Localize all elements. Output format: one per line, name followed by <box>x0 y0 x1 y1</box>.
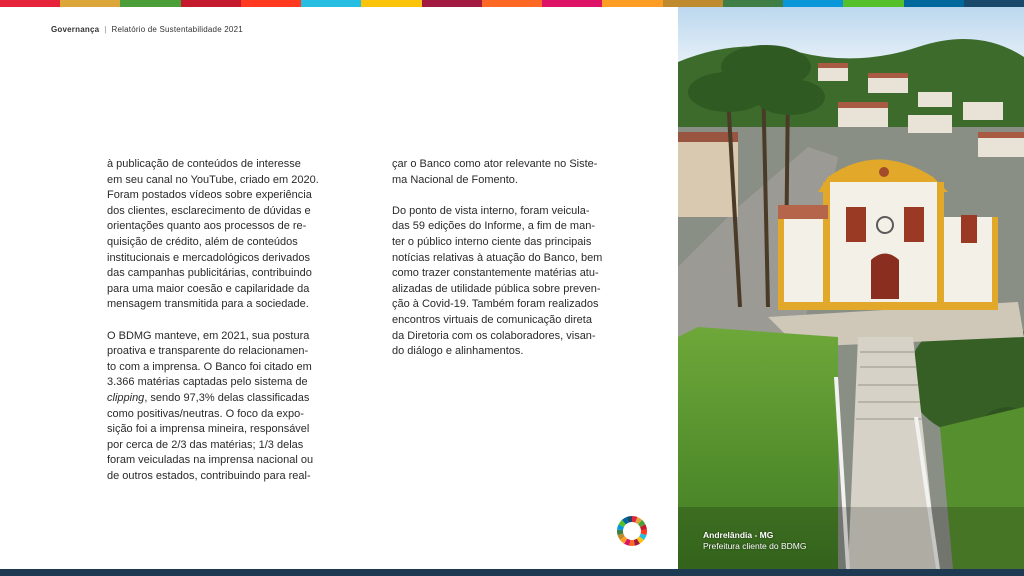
stripe-segment <box>663 0 723 7</box>
stripe-segment <box>361 0 421 7</box>
paragraph-press <box>107 329 357 485</box>
bottom-bar <box>0 569 1024 576</box>
stripe-segment <box>422 0 482 7</box>
photo-andrelandia-church <box>678 7 1024 569</box>
section-title: Governança <box>51 25 100 34</box>
paragraph-press-part-b: , sendo 97,3% delas classificadas como positivas/neutras. O foco da expo- sição foi a imprensa mineira, responsável por cerca de 2/3 das matérias; 1/3 delas foram veiculadas na imprensa nacional ou de outros estados, contribuindo para real- <box>107 391 314 482</box>
stripe-segment <box>964 0 1024 7</box>
stripe-segment <box>542 0 602 7</box>
header-separator: | <box>104 25 107 34</box>
stripe-segment <box>482 0 542 7</box>
stripe-segment <box>241 0 301 7</box>
text-column-left <box>107 157 357 500</box>
stripe-segment <box>602 0 662 7</box>
church-aerial-photo <box>678 7 1024 569</box>
text-column-right <box>392 157 642 375</box>
clipping-term: clipping <box>107 391 145 404</box>
caption-description: Prefeitura cliente do BDMG <box>703 541 807 551</box>
stripe-segment <box>301 0 361 7</box>
stripe-segment <box>783 0 843 7</box>
stripe-segment <box>181 0 241 7</box>
page-header <box>51 25 243 34</box>
paragraph-internal: Do ponto de vista interno, foram veicula- das 59 edições do Informe, a fim de man- ter o público interno ciente das principais notícias relativas à atuação do Banco, bem como trazer constantemente matérias atu- alizadas de utilidade pública sobre preven- ção à Covid-19. Também foram realizados encontros virtuais de comunicação direta da Diretoria com os colaboradores, visan- do diálogo e alinhamentos. <box>392 204 603 358</box>
stripe-segment <box>60 0 120 7</box>
paragraph-youtube: à publicação de conteúdos de interesse em seu canal no YouTube, criado em 2020. Foram postados vídeos sobre experiência dos clientes, esclarecimento de dúvidas e orientações quanto aos processos de re- quisição de crédito, além de conteúdos institucionais e mercadológicos derivados das campanhas publicitárias, contribuindo para uma maior coesão e capilaridade da mensagem transmitida para a sociedade. <box>107 158 319 311</box>
paragraph-continuation: çar o Banco como ator relevante no Siste- ma Nacional de Fomento. <box>392 158 598 186</box>
report-title: Relatório de Sustentabilidade 2021 <box>111 25 243 34</box>
stripe-segment <box>723 0 783 7</box>
stripe-segment <box>0 0 60 7</box>
paragraph-press-part-a: O BDMG manteve, em 2021, sua postura proativa e transparente do relacionamen- to com a imprensa. O Banco foi citado em 3.366 matérias captadas pelo sistema de <box>107 329 312 389</box>
stripe-segment <box>904 0 964 7</box>
sdg-color-stripe <box>0 0 1024 7</box>
stripe-segment <box>120 0 180 7</box>
caption-location: Andrelândia - MG <box>703 530 774 540</box>
stripe-segment <box>843 0 903 7</box>
photo-caption <box>703 530 806 552</box>
sdg-wheel-icon <box>617 516 647 546</box>
